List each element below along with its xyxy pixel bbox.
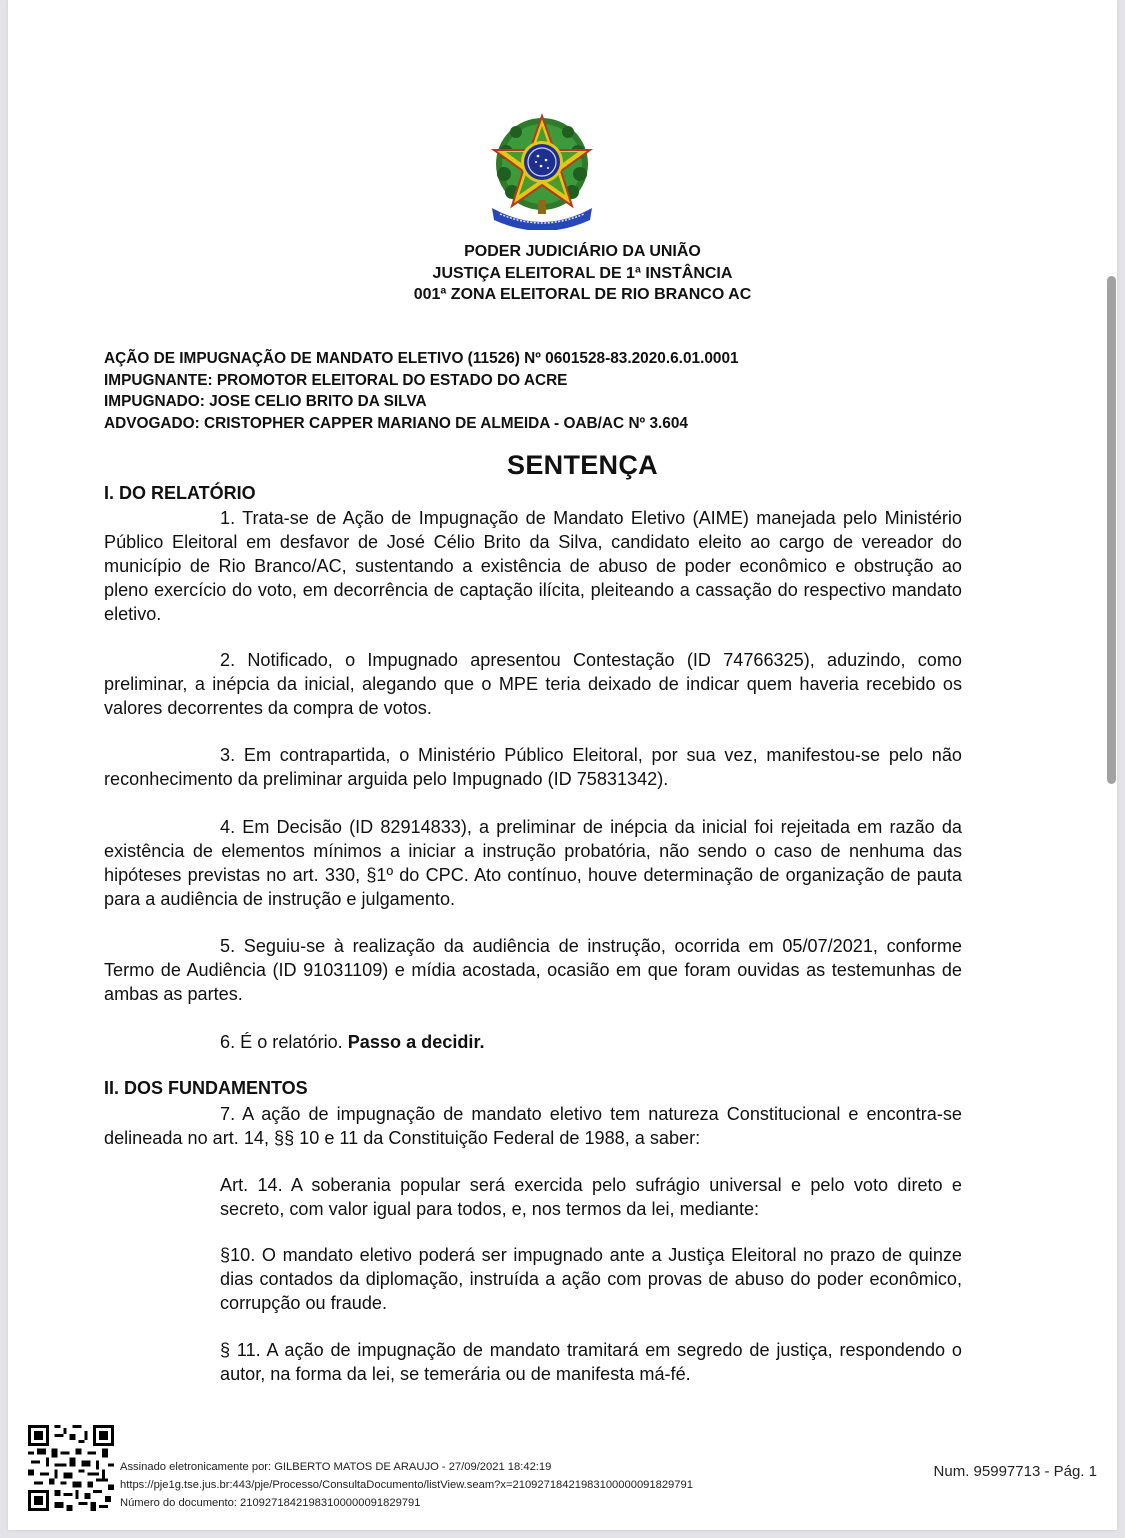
case-advogado: ADVOGADO: CRISTOPHER CAPPER MARIANO DE ALMEIDA - OAB/AC Nº 3.604 (104, 414, 688, 432)
paragraph-3: 3. Em contrapartida, o Ministério Público Eleitoral, por sua vez, manifestou-se pelo não reconhecimento da preliminar arguida pelo Impugnado (ID 75831342). (104, 745, 962, 789)
page-number: Num. 95997713 - Pág. 1 (933, 1463, 1097, 1480)
paragraph-1: 1. Trata-se de Ação de Impugnação de Mandato Eletivo (AIME) manejada pelo Ministério Público Eleitoral em desfavor de José Célio Brito da Silva, candidato eleito ao cargo de vereador do município de Rio Branco/AC, sustentando a existência de abuso de poder econômico e obstrução ao pleno exercício do voto, em decorrência de captação ilícita, pleiteando a cassação do respectivo mandato eletivo. (104, 508, 962, 624)
document-page (8, 0, 1117, 1530)
document-title (0, 450, 1125, 481)
document-number: Número do documento: 21092718421983100000091829791 (120, 1497, 421, 1509)
qr-code-icon[interactable] (28, 1425, 114, 1511)
paragraph-7: 7. A ação de impugnação de mandato eletivo tem natureza Constitucional e encontra-se delineada no art. 14, §§ 10 e 11 da Constituição Federal de 1988, a saber: (104, 1104, 962, 1148)
paragraph-6-text: 6. É o relatório. (220, 1032, 348, 1052)
quote-art-14: Art. 14. A soberania popular será exercida pelo sufrágio universal e pelo voto direto e secreto, com valor igual para todos, e, nos termos da lei, mediante: (220, 1175, 962, 1219)
case-info (104, 348, 954, 434)
paragraph-6-bold: Passo a decidir. (347, 1032, 485, 1052)
quote-paragraph-10: §10. O mandato eletivo poderá ser impugnado ante a Justiça Eleitoral no prazo de quinze dias contados da diplomação, instruída a ação com provas de abuso do poder econômico, corrupção ou fraude. (220, 1245, 962, 1313)
paragraph-4: 4. Em Decisão (ID 82914833), a preliminar de inépcia da inicial foi rejeitada em razão da existência de elementos mínimos a iniciar a instrução probatória, não sendo o caso de nenhuma das hipóteses previstas no art. 330, §1º do CPC. Ato contínuo, houve determinação de organização de pauta para a audiência de instrução e julgamento. (104, 817, 962, 909)
document-url[interactable]: https://pje1g.tse.jus.br:443/pje/Processo/ConsultaDocumento/listView.seam?x=21092718421983100000091829791 (120, 1479, 693, 1491)
brazil-coat-of-arms-icon (486, 112, 598, 230)
paragraph-5: 5. Seguiu-se à realização da audiência de instrução, ocorrida em 05/07/2021, conforme Termo de Audiência (ID 91031109) e mídia acostada, ocasião em que foram ouvidas as testemunhas de ambas as partes. (104, 936, 962, 1004)
document-title-text: SENTENÇA (507, 450, 658, 480)
court-header-line: 001ª ZONA ELEITORAL DE RIO BRANCO AC (413, 286, 752, 303)
section-heading-fundamentos: II. DOS FUNDAMENTOS (104, 1078, 308, 1098)
case-impugnado: IMPUGNADO: JOSE CELIO BRITO DA SILVA (104, 393, 427, 411)
paragraph-6 (104, 1030, 962, 1054)
court-header-line: PODER JUDICIÁRIO DA UNIÃO (464, 243, 701, 260)
court-header (0, 241, 1125, 306)
case-action: AÇÃO DE IMPUGNAÇÃO DE MANDATO ELETIVO (11526) Nº 0601528-83.2020.6.01.0001 (104, 350, 739, 367)
section-heading-relatorio: I. DO RELATÓRIO (104, 483, 256, 503)
paragraph-2: 2. Notificado, o Impugnado apresentou Contestação (ID 74766325), aduzindo, como preliminar, a inépcia da inicial, alegando que o MPE teria deixado de indicar quem haveria recebido os valores decorrentes da compra de votos. (104, 650, 962, 718)
case-impugnante: IMPUGNANTE: PROMOTOR ELEITORAL DO ESTADO DO ACRE (104, 371, 568, 389)
quote-paragraph-11: § 11. A ação de impugnação de mandato tramitará em segredo de justiça, respondendo o autor, na forma da lei, se temerária ou de manifesta má-fé. (220, 1340, 962, 1384)
court-header-line: JUSTIÇA ELEITORAL DE 1ª INSTÂNCIA (432, 264, 733, 282)
signature-line: Assinado eletronicamente por: GILBERTO MATOS DE ARAUJO - 27/09/2021 18:42:19 (120, 1461, 552, 1473)
vertical-scrollbar[interactable] (1107, 276, 1116, 784)
